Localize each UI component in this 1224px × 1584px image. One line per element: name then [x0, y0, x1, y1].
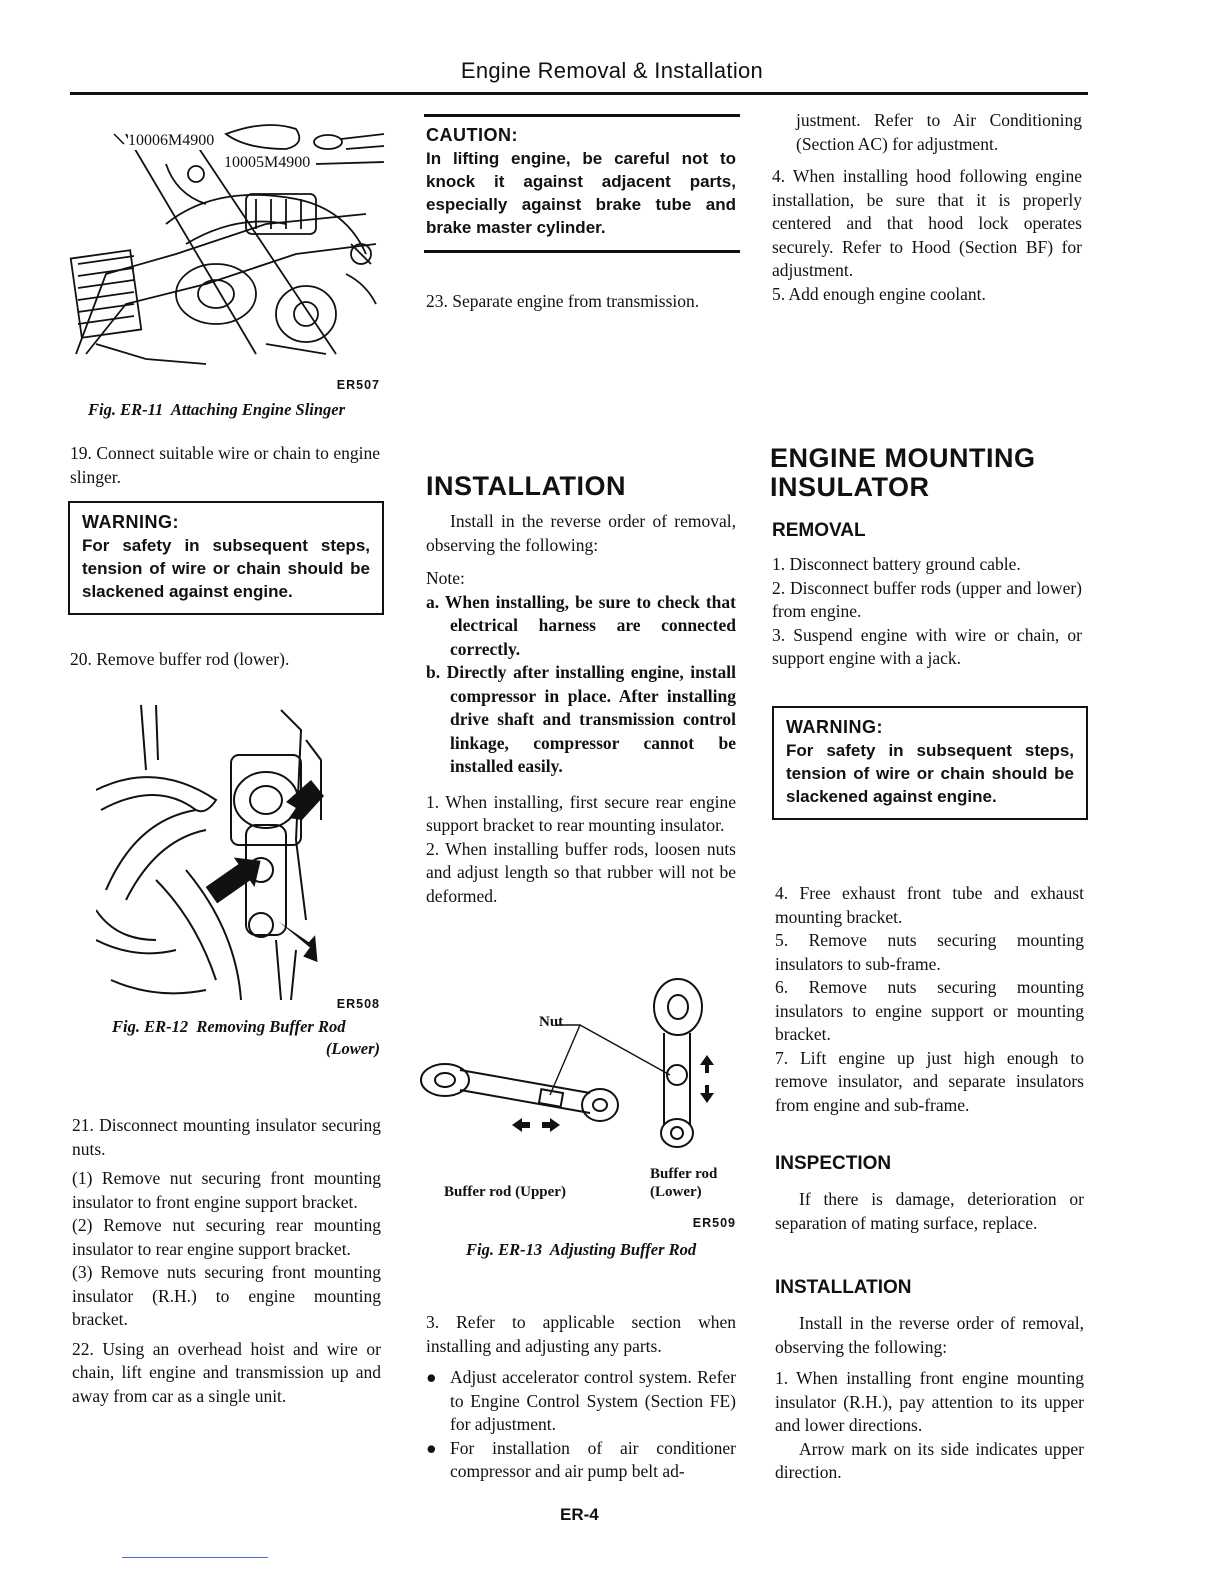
bullet-1 [426, 1366, 736, 1437]
fig11-callout-1: 10006M4900 [128, 132, 215, 149]
fig13-lower-label-1: Buffer rod [650, 1166, 718, 1182]
header-rule [70, 92, 1088, 95]
substep-1: (1) Remove nut securing front mounting insulator to front engine support bracket. [72, 1168, 381, 1212]
figure-er12 [96, 700, 336, 1000]
installation-heading: INSTALLATION [426, 471, 626, 501]
warning-body: For safety in subsequent steps, tension of wire or chain should be slackened against engine. [82, 536, 370, 601]
fig11-code: ER507 [336, 378, 380, 392]
right-item-5: 5. Add enough engine coolant. [772, 283, 986, 304]
bullet-dot-1: ● [426, 1367, 437, 1387]
right-item-4: 4. When installing hood following engine installation, be sure that it is properly centered and that hood lock operates securely. Refer to Hood (Section BF) for adjustment. [772, 166, 1082, 280]
removal-step-3: 3. Suspend engine with wire or chain, or support engine with a jack. [772, 624, 1082, 668]
caution-title: CAUTION: [426, 125, 518, 145]
fig13-upper-label: Buffer rod (Upper) [444, 1184, 566, 1200]
arrow-middle-icon [201, 846, 271, 910]
caution-block [426, 124, 736, 239]
middle-install-block [426, 510, 736, 908]
step-20: 20. Remove buffer rod (lower). [70, 649, 290, 669]
middle-lower-block [426, 1311, 736, 1484]
bullet-2 [426, 1437, 736, 1484]
removal-step-5: 5. Remove nuts securing mounting insulators to sub-frame. [775, 930, 1084, 974]
footer-decoration-line [122, 1557, 268, 1558]
warning-box-right [772, 706, 1088, 820]
page-header-title: Engine Removal & Installation [460, 58, 764, 83]
note-label: Note: [426, 568, 465, 588]
step-22: 22. Using an overhead hoist and wire or chain, lift engine and transmission up and away from car as a single unit. [72, 1338, 381, 1406]
bullet-1-text: Adjust accelerator control system. Refer to Engine Control System (Section FE) for adjustment. [450, 1367, 736, 1434]
install-item-1: 1. When installing, first secure rear engine support bracket to rear mounting insulator. [426, 791, 736, 835]
step-19: 19. Connect suitable wire or chain to engine slinger. [70, 443, 380, 487]
substep-3: (3) Remove nuts securing front mounting insulator (R.H.) to engine mounting bracket. [72, 1262, 381, 1329]
fig13-nut-label: Nut [539, 1014, 564, 1030]
removal-step-4: 4. Free exhaust front tube and exhaust mounting bracket. [775, 883, 1084, 927]
fig13-caption: Fig. ER-13 Adjusting Buffer Rod [466, 1240, 697, 1259]
engine-slinger-illustration [66, 104, 386, 369]
note-b: b. Directly after installing engine, install compressor in place. After installing drive shaft and transmission control linkage, compressor cannot be installed easily. [426, 662, 736, 776]
step-21: 21. Disconnect mounting insulator securing nuts. [72, 1115, 381, 1159]
arrow-up-icon [700, 1055, 714, 1073]
fig12-code: ER508 [336, 997, 380, 1011]
fig11-callout-2: 10005M4900 [224, 154, 311, 171]
left-column-lower [72, 1114, 381, 1408]
removal-step-6: 6. Remove nuts securing mounting insulators to engine support or mounting bracket. [775, 977, 1084, 1044]
bullet-dot-2: ● [426, 1437, 437, 1458]
figure-er11 [66, 104, 386, 369]
caution-rule-bottom [424, 250, 740, 253]
left-column [70, 442, 380, 489]
heading-line-2: INSULATOR [770, 472, 930, 502]
warning-title-right: WARNING: [786, 717, 883, 737]
fig13-lower-label-2: (Lower) [650, 1184, 702, 1200]
removal-heading: REMOVAL [772, 520, 866, 541]
step-23-block [426, 290, 736, 314]
install-intro: Install in the reverse order of removal, observing the following: [426, 511, 736, 555]
warning-box-left [68, 501, 384, 615]
inspection-heading: INSPECTION [775, 1153, 892, 1174]
arrow-left-icon [512, 1118, 530, 1132]
figure-er13 [420, 975, 740, 1175]
page-number: ER-4 [560, 1505, 599, 1524]
caution-body: In lifting engine, be careful not to knock it against adjacent parts, especially against brake tube and brake master cylinder. [426, 149, 736, 237]
removal-step-1: 1. Disconnect battery ground cable. [772, 554, 1021, 574]
buffer-rod-illustration [96, 700, 336, 1000]
install-intro-right: Install in the reverse order of removal, observing the following: [775, 1313, 1084, 1357]
inspection-block [775, 1188, 1084, 1235]
caution-rule-top [424, 114, 740, 117]
arrow-lower-icon [273, 922, 323, 962]
step-20-block [70, 648, 380, 672]
removal-step-2: 2. Disconnect buffer rods (upper and lower) from engine. [772, 577, 1082, 621]
install-item-2: 2. When installing buffer rods, loosen nuts and adjust length so that rubber will not be deformed. [426, 838, 736, 906]
engine-mounting-heading [770, 444, 1036, 502]
install-right-item-1: 1. When installing front engine mounting insulator (R.H.), pay attention to its upper and lower directions. [775, 1368, 1084, 1435]
warning-title: WARNING: [82, 512, 179, 532]
inspection-body: If there is damage, deterioration or separation of mating surface, replace. [775, 1189, 1084, 1233]
right-top-block [772, 109, 1082, 306]
installation-heading-right: INSTALLATION [775, 1277, 912, 1298]
arrow-right-icon [542, 1118, 560, 1132]
install-block-right [775, 1312, 1084, 1485]
arrow-down-icon [700, 1085, 714, 1103]
note-a: a. When installing, be sure to check that electrical harness are connected correctly. [426, 591, 736, 659]
removal-step-7: 7. Lift engine up just high enough to remove insulator, and separate insulators from engine and sub-frame. [775, 1047, 1084, 1115]
heading-line-1: ENGINE MOUNTING [770, 443, 1036, 473]
warning-body-right: For safety in subsequent steps, tension of wire or chain should be slackened against engine. [786, 741, 1074, 806]
install-item-3: 3. Refer to applicable section when installing and adjusting any parts. [426, 1312, 736, 1356]
fig12-caption-line2: (Lower) [325, 1039, 380, 1058]
arrow-upper-icon [286, 780, 324, 820]
continued-text: justment. Refer to Air Conditioning (Section AC) for adjustment. [796, 110, 1082, 154]
fig13-code: ER509 [692, 1216, 736, 1230]
substep-2: (2) Remove nut securing rear mounting insulator to rear engine support bracket. [72, 1215, 381, 1259]
install-right-note: Arrow mark on its side indicates upper direction. [775, 1438, 1084, 1482]
fig11-caption: Fig. ER-11 Attaching Engine Slinger [88, 400, 346, 419]
removal-steps [772, 553, 1082, 671]
buffer-rods-adjust-illustration [420, 975, 740, 1175]
fig12-caption-line1: Fig. ER-12 Removing Buffer Rod [112, 1017, 346, 1036]
bullet-2-text: For installation of air conditioner compressor and air pump belt ad- [450, 1437, 736, 1481]
step-23: 23. Separate engine from transmission. [426, 291, 700, 311]
removal-steps-2 [775, 882, 1084, 1117]
